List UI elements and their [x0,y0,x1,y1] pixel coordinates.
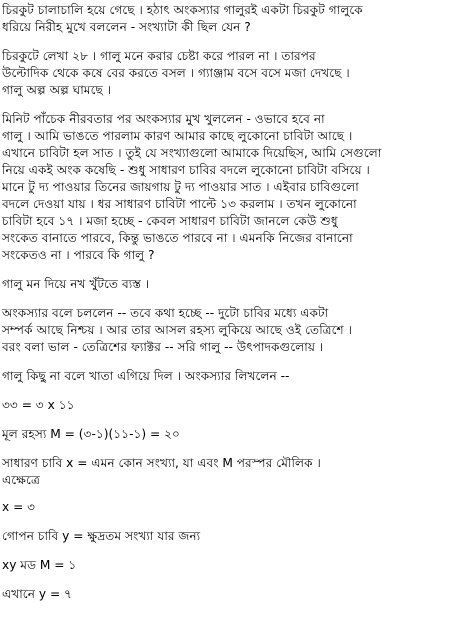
paragraph-line: ধরিয়ে নিরীহ মুখে বললেন - সংখ্যাটা কী ছিল যেন ? [2,20,251,34]
equation-modular [2,557,454,574]
paragraph-line: গালু কিছু না বলে খাতা এগিয়ে দিল । অংকস্যার লিখলেন -- [2,369,290,383]
paragraph-line: বদলে দেওয়া যায় । ধর সাধারণ চাবিটা পাল্টে ১৩ করলাম । তখন লুকোনো [2,197,357,211]
paragraph-line: চাবিটা হবে ১৭ । মজা হচ্ছে - কেবল সাধারণ চাবিটা জানলে কেউ শুধু [2,214,338,228]
paragraph-line: এখানে চাবিটা হল সাত । তুই যে সংখ্যাগুলো আমাকে দিয়েছিস, আমি সেগুলো [2,146,382,160]
paragraph-3 [2,111,454,264]
equation-x-value [2,499,454,516]
equation-line: এখানে y = ৭ [2,587,72,601]
equation-line: xy মড M = ১ [2,558,77,572]
paragraph-line: গালু মন দিয়ে নখ খুঁটতে ব্যস্ত । [2,277,150,291]
paragraph-line: মানে টু দ্য পাওয়ার তিনের জায়গায় টু দ্য পাওয়ার সাত । এইবার চাবিগুলো [2,180,359,194]
paragraph-line: সংকেত বানাতে পারবে, কিন্তু ভাঙতে পারবে না । এমনকি নিজের বানানো [2,231,353,245]
paragraph-6 [2,368,454,385]
paragraph-line: চিরকুট চালাচালি হয়ে গেছে । হঠাৎ অংকস্যার গালুরই একটা চিরকুট গালুকে [2,3,363,17]
paragraph-1 [2,2,454,36]
paragraph-5 [2,305,454,356]
paragraph-line: নিয়ে একই অংক কষেছি - শুধু সাধারণ চাবির বদলে লুকোনো চাবিটা বসিয়ে । [2,163,370,177]
definition-secret-key [2,528,454,545]
paragraph-line: মিনিট পাঁচেক নীরবতার পর অংকস্যার মুখ খুললেন - ওভাবে হবে না [2,112,325,126]
equation-line: ৩৩ = ৩ x ১১ [2,398,75,412]
paragraph-line: চিরকুটে লেখা ২৮ । গালু মনে করার চেষ্টা করে পারল না । তারপর [2,49,316,63]
paragraph-line: গোপন চাবি y = ক্ষুদ্রতম সংখ্যা যার জন্য [2,529,201,543]
paragraph-2 [2,48,454,99]
paragraph-line: গালু অল্প অল্প ঘামছে । [2,83,112,97]
paragraph-line: উল্টোদিক থেকে কষে বের করতে বসল । গ্যাঞ্জাম বসে বসে মজা দেখছে । [2,66,350,80]
paragraph-line: বরং বলা ভাল - তেত্রিশের ফ্যাক্টর -- সরি গালু -- উৎপাদকগুলোয় । [2,340,324,354]
paragraph-line: সাধারণ চাবি x = এমন কোন সংখ্যা, যা এবং M পরস্পর মৌলিক । [2,456,321,470]
equation-33-factors [2,397,454,414]
paragraph-line: সংকেতও না । পারবে কি গালু ? [2,248,155,262]
equation-y-value [2,586,454,603]
paragraph-line: এক্ষেত্রে [2,473,40,487]
definition-public-key [2,455,454,489]
paragraph-line: অংকস্যার বলে চললেন -- তবে কথা হচ্ছে -- দুটো চাবির মধ্যে একটা [2,306,329,320]
document-body [2,2,454,603]
equation-line: মূল রহস্য M = (৩-১)(১১-১) = ২০ [2,427,180,441]
paragraph-line: গালু । আমি ভাঙতে পারলাম কারণ আমার কাছে লুকোনো চাবিটা আছে । [2,129,353,143]
equation-line: x = ৩ [2,500,36,514]
paragraph-line: সম্পর্ক আছে নিশ্চয় । আর তার আসল রহস্য লুকিয়ে আছে ওই তেত্রিশে । [2,323,352,337]
paragraph-4 [2,276,454,293]
equation-main-secret [2,426,454,443]
